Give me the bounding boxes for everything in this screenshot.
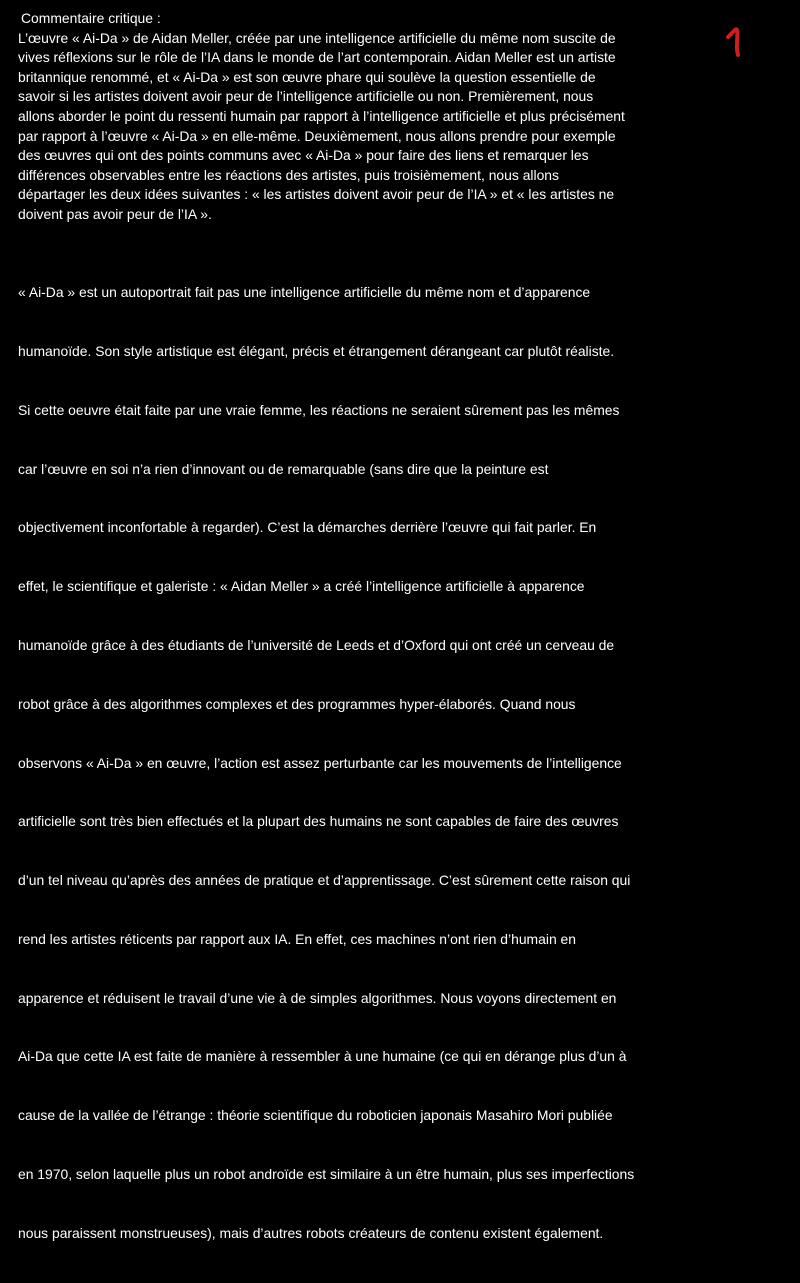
text-line: rend les artistes réticents par rapport aux IA. En effet, ces machines n’ont rien d’humain en xyxy=(18,930,576,947)
text-line: artificielle sont très bien effectués et la plupart des humains ne sont capables de faire des œuvres xyxy=(18,813,619,830)
text-line: Si cette oeuvre était faite par une vraie femme, les réactions ne seraient sûrement pas les mêmes xyxy=(18,401,620,418)
text-line: britannique renommé, et « Ai-Da » est son œuvre phare qui soulève la question essentielle de xyxy=(18,68,596,85)
paragraph-intro xyxy=(18,29,638,225)
text-line: L’œuvre « Ai-Da » de Aidan Meller, créée par une intelligence artificielle du même nom suscite de xyxy=(18,29,616,46)
text-line: des œuvres qui ont des points communs avec « Ai-Da » pour faire des liens et remarquer les xyxy=(18,147,589,164)
text-line: d’un tel niveau qu’après des années de pratique et d’apprentissage. C’est sûrement cette raison qui xyxy=(18,872,631,889)
text-line: car l’œuvre en soi n’a rien d’innovant ou de remarquable (sans dire que la peinture est xyxy=(18,460,549,477)
text-line: objectivement inconfortable à regarder). C’est la démarches derrière l’œuvre qui fait parler. En xyxy=(18,519,597,536)
text-line: en 1970, selon laquelle plus un robot androïde est similaire à un être humain, plus ses imperfections xyxy=(18,1166,635,1183)
handwritten-page-number xyxy=(725,26,747,58)
text-line: nous paraissent monstrueuses), mais d’autres robots créateurs de contenu existent également. xyxy=(18,1224,604,1241)
text-line: départager les deux idées suivantes : « les artistes doivent avoir peur de l’IA » et « les artistes ne xyxy=(18,186,615,203)
text-line: allons aborder le point du ressenti humain par rapport à l’intelligence artificielle et plus précisément xyxy=(18,107,625,124)
text-line: apparence et réduisent le travail d’une vie à de simples algorithmes. Nous voyons directement en xyxy=(18,989,617,1006)
text-line: vives réflexions sur le rôle de l’IA dans le monde de l’art contemporain. Aidan Meller est un artiste xyxy=(18,49,616,66)
text-line: humanoïde grâce à des étudiants de l’université de Leeds et d’Oxford qui ont créé un cerveau de xyxy=(18,637,615,653)
text-line: par rapport à l’œuvre « Ai-Da » en elle-même. Deuxièmement, nous allons prendre pour exemple xyxy=(18,127,616,144)
paragraph-analysis xyxy=(18,244,638,1282)
document-heading: Commentaire critique : xyxy=(21,10,161,26)
paragraph-spacer xyxy=(18,225,638,245)
text-line: savoir si les artistes doivent avoir peur de l’intelligence artificielle ou non. Premièrement, nous xyxy=(18,88,594,105)
text-line: « Ai-Da » est un autoportrait fait pas une intelligence artificielle du même nom et d’apparence xyxy=(18,284,591,301)
text-line: Ai-Da que cette IA est faite de manière à ressembler à une humaine (ce qui en dérange plus d’un à xyxy=(18,1048,627,1065)
text-line: différences observables entre les réactions des artistes, puis troisièmement, nous allons xyxy=(18,166,559,183)
document-body xyxy=(18,9,638,1283)
text-line: observons « Ai-Da » en œuvre, l’action est assez perturbante car les mouvements de l’intelligence xyxy=(18,754,622,771)
text-line: doivent pas avoir peur de l’IA ». xyxy=(18,205,212,222)
text-line: humanoïde. Son style artistique est élégant, précis et étrangement dérangeant car plutôt réaliste. xyxy=(18,343,615,360)
text-line: cause de la vallée de l’étrange : théorie scientifique du roboticien japonais Masahiro Mori publiée xyxy=(18,1107,613,1124)
text-line: effet, le scientifique et galeriste : « Aidan Meller » a créé l’intelligence artificielle à apparence xyxy=(18,578,585,595)
page-number-stroke xyxy=(728,29,738,55)
text-line: robot grâce à des algorithmes complexes et des programmes hyper-élaborés. Quand nous xyxy=(18,695,576,712)
